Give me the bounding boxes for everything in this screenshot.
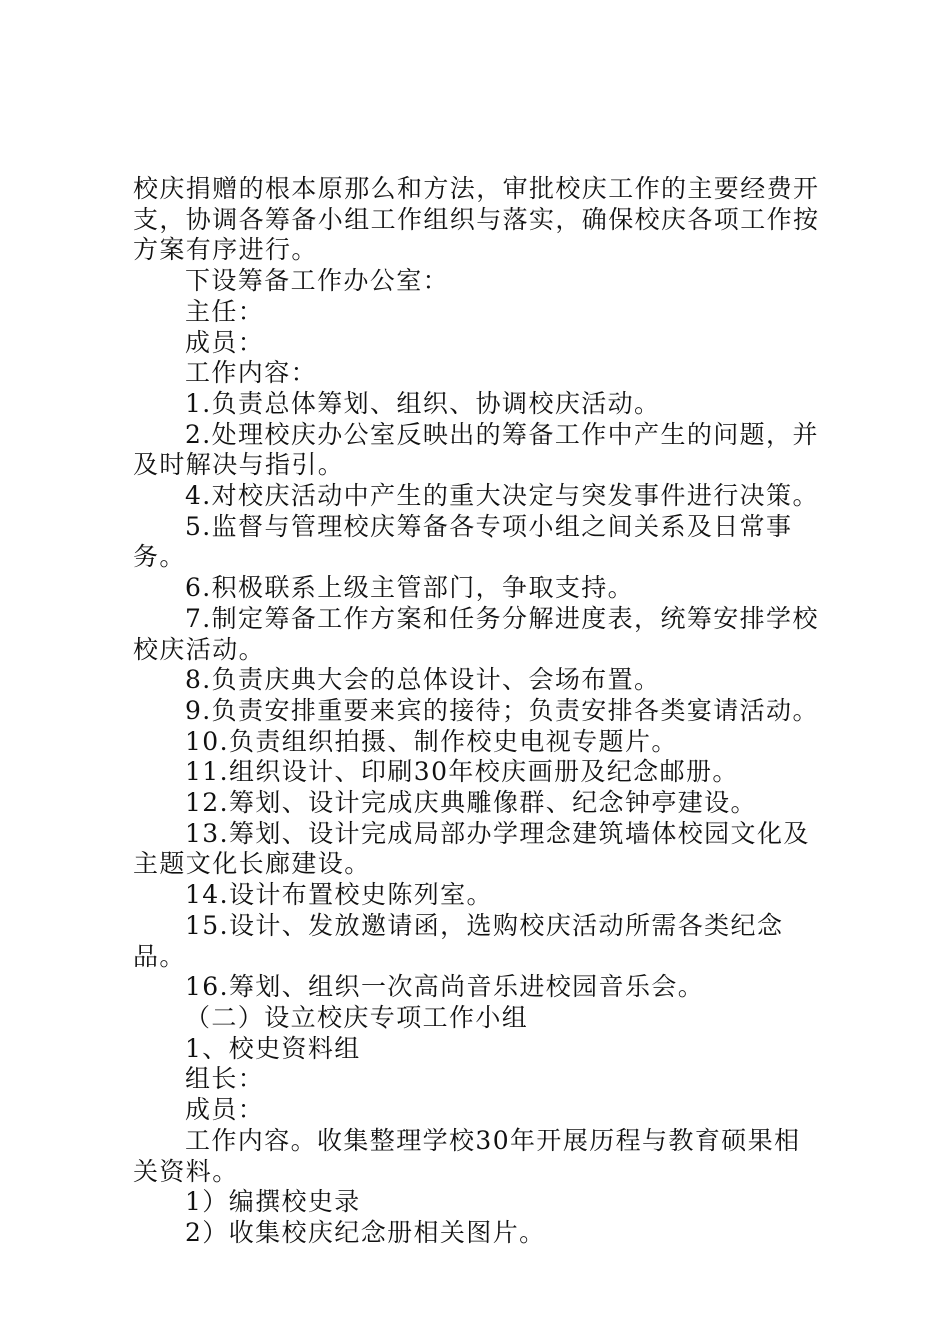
document-body [133,174,823,1249]
paragraph-director: 主任： [185,296,265,326]
list-item: 13.筹划、设计完成局部办学理念建筑墙体校园文化及主题文化长廊建设。 [133,818,810,879]
list-item: 10.负责组织拍摄、制作校史电视专题片。 [185,726,678,756]
section-heading-special-groups: （二）设立校庆专项工作小组 [185,1002,529,1032]
list-item: 1.负责总体筹划、组织、协调校庆活动。 [185,388,661,418]
list-item: 7.制定筹备工作方案和任务分解进度表，统筹安排学校校庆活动。 [133,603,819,664]
paragraph-work-content: 工作内容： [185,358,318,388]
paragraph-group-work-content: 工作内容。收集整理学校30年开展历程与教育硕果相关资料。 [133,1125,801,1186]
paragraph-group-members: 成员： [185,1095,265,1125]
paragraph-members: 成员： [185,327,265,357]
list-item: 11.组织设计、印刷30年校庆画册及纪念邮册。 [185,757,739,787]
list-item: 2）收集校庆纪念册相关图片。 [185,1217,546,1247]
list-item: 8.负责庆典大会的总体设计、会场布置。 [185,665,661,695]
list-item: 12.筹划、设计完成庆典雕像群、纪念钟亭建设。 [185,788,757,818]
list-item: 2.处理校庆办公室反映出的筹备工作中产生的问题，并及时解决与指引。 [133,419,819,480]
list-item: 15.设计、发放邀请函，选购校庆活动所需各类纪念品。 [133,910,784,971]
paragraph-donation-principles: 校庆捐赠的根本原那么和方法，审批校庆工作的主要经费开支，协调各筹备小组工作组织与落实，确保校庆各项工作按方案有序进行。 [133,174,820,265]
paragraph-group-leader: 组长： [185,1064,265,1094]
subsection-heading-history-group: 1、校史资料组 [185,1033,361,1063]
list-item: 5.监督与管理校庆筹备各专项小组之间关系及日常事务。 [133,511,793,572]
list-item: 16.筹划、组织一次高尚音乐进校园音乐会。 [185,972,705,1002]
list-item: 9.负责安排重要来宾的接待；负责安排各类宴请活动。 [185,695,819,725]
list-item: 1）编撰校史录 [185,1187,361,1217]
list-item: 14.设计布置校史陈列室。 [185,880,493,910]
list-item: 4.对校庆活动中产生的重大决定与突发事件进行决策。 [185,481,819,511]
list-item: 6.积极联系上级主管部门，争取支持。 [185,573,635,603]
paragraph-office-heading: 下设筹备工作办公室： [185,266,450,296]
